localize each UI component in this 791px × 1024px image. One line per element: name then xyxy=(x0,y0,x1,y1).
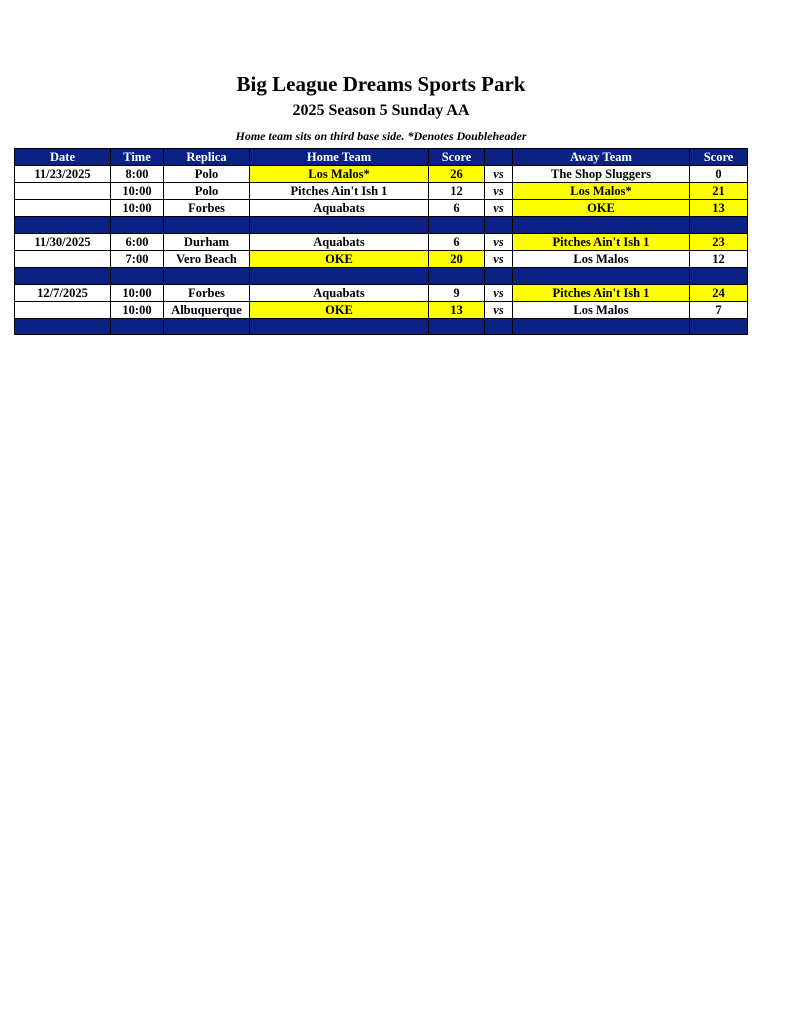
replica-cell: Polo xyxy=(164,166,250,183)
separator-row xyxy=(15,267,748,284)
header-note: Home team sits on third base side. *Denotes Doubleheader xyxy=(235,129,527,143)
separator-cell xyxy=(429,318,485,335)
column-header-home-score: Score xyxy=(429,149,485,166)
date-cell xyxy=(15,301,111,318)
away-score-cell: 13 xyxy=(690,200,748,217)
separator-cell xyxy=(429,267,485,284)
separator-row xyxy=(15,318,748,335)
replica-cell: Polo xyxy=(164,183,250,200)
table-row xyxy=(15,233,748,250)
separator-cell xyxy=(15,217,111,234)
home-score-cell: 6 xyxy=(429,233,485,250)
table-row xyxy=(15,200,748,217)
away-score-cell: 23 xyxy=(690,233,748,250)
separator-cell xyxy=(15,318,111,335)
replica-cell: Albuquerque xyxy=(164,301,250,318)
separator-cell xyxy=(164,267,250,284)
time-cell: 10:00 xyxy=(111,183,164,200)
time-cell: 10:00 xyxy=(111,284,164,301)
home-team-cell: OKE xyxy=(250,301,429,318)
table-row xyxy=(15,284,748,301)
column-header-replica: Replica xyxy=(164,149,250,166)
separator-cell xyxy=(250,318,429,335)
table-row xyxy=(15,183,748,200)
home-team-cell: Pitches Ain't Ish 1 xyxy=(250,183,429,200)
home-team-cell: Aquabats xyxy=(250,200,429,217)
separator-cell xyxy=(690,267,748,284)
replica-cell: Vero Beach xyxy=(164,250,250,267)
vs-cell: vs xyxy=(485,233,513,250)
home-score-cell: 26 xyxy=(429,166,485,183)
vs-cell: vs xyxy=(485,250,513,267)
page-subtitle: 2025 Season 5 Sunday AA xyxy=(292,102,470,119)
home-team-cell: Los Malos* xyxy=(250,166,429,183)
schedule-table xyxy=(14,148,748,335)
page-title: Big League Dreams Sports Park xyxy=(236,72,526,96)
home-score-cell: 12 xyxy=(429,183,485,200)
schedule-body xyxy=(15,166,748,335)
column-header-home-team: Home Team xyxy=(250,149,429,166)
vs-cell: vs xyxy=(485,200,513,217)
separator-cell xyxy=(485,267,513,284)
table-row xyxy=(15,166,748,183)
away-score-cell: 0 xyxy=(690,166,748,183)
separator-cell xyxy=(111,318,164,335)
separator-cell xyxy=(164,318,250,335)
column-header-time: Time xyxy=(111,149,164,166)
column-header-vs xyxy=(485,149,513,166)
separator-cell xyxy=(250,217,429,234)
time-cell: 7:00 xyxy=(111,250,164,267)
away-score-cell: 12 xyxy=(690,250,748,267)
time-cell: 6:00 xyxy=(111,233,164,250)
vs-cell: vs xyxy=(485,301,513,318)
separator-row xyxy=(15,217,748,234)
time-cell: 10:00 xyxy=(111,200,164,217)
separator-cell xyxy=(15,267,111,284)
table-row xyxy=(15,301,748,318)
separator-cell xyxy=(513,217,690,234)
column-header-away-score: Score xyxy=(690,149,748,166)
separator-cell xyxy=(111,267,164,284)
date-cell xyxy=(15,200,111,217)
date-cell: 11/30/2025 xyxy=(15,233,111,250)
table-row xyxy=(15,250,748,267)
time-cell: 8:00 xyxy=(111,166,164,183)
away-team-cell: Los Malos xyxy=(513,301,690,318)
column-header-away-team: Away Team xyxy=(513,149,690,166)
away-team-cell: Pitches Ain't Ish 1 xyxy=(513,284,690,301)
separator-cell xyxy=(690,318,748,335)
date-cell: 11/23/2025 xyxy=(15,166,111,183)
home-score-cell: 20 xyxy=(429,250,485,267)
home-score-cell: 9 xyxy=(429,284,485,301)
separator-cell xyxy=(690,217,748,234)
away-team-cell: Los Malos xyxy=(513,250,690,267)
separator-cell xyxy=(250,267,429,284)
separator-cell xyxy=(485,217,513,234)
away-team-cell: The Shop Sluggers xyxy=(513,166,690,183)
separator-cell xyxy=(485,318,513,335)
vs-cell: vs xyxy=(485,166,513,183)
separator-cell xyxy=(429,217,485,234)
away-team-cell: Los Malos* xyxy=(513,183,690,200)
table-header-row xyxy=(15,149,748,166)
home-score-cell: 13 xyxy=(429,301,485,318)
home-score-cell: 6 xyxy=(429,200,485,217)
away-score-cell: 21 xyxy=(690,183,748,200)
separator-cell xyxy=(513,267,690,284)
away-team-cell: OKE xyxy=(513,200,690,217)
replica-cell: Durham xyxy=(164,233,250,250)
replica-cell: Forbes xyxy=(164,284,250,301)
separator-cell xyxy=(513,318,690,335)
away-score-cell: 24 xyxy=(690,284,748,301)
separator-cell xyxy=(111,217,164,234)
home-team-cell: OKE xyxy=(250,250,429,267)
date-cell xyxy=(15,250,111,267)
replica-cell: Forbes xyxy=(164,200,250,217)
home-team-cell: Aquabats xyxy=(250,233,429,250)
away-score-cell: 7 xyxy=(690,301,748,318)
date-cell: 12/7/2025 xyxy=(15,284,111,301)
time-cell: 10:00 xyxy=(111,301,164,318)
away-team-cell: Pitches Ain't Ish 1 xyxy=(513,233,690,250)
date-cell xyxy=(15,183,111,200)
vs-cell: vs xyxy=(485,284,513,301)
home-team-cell: Aquabats xyxy=(250,284,429,301)
column-header-date: Date xyxy=(15,149,111,166)
vs-cell: vs xyxy=(485,183,513,200)
separator-cell xyxy=(164,217,250,234)
